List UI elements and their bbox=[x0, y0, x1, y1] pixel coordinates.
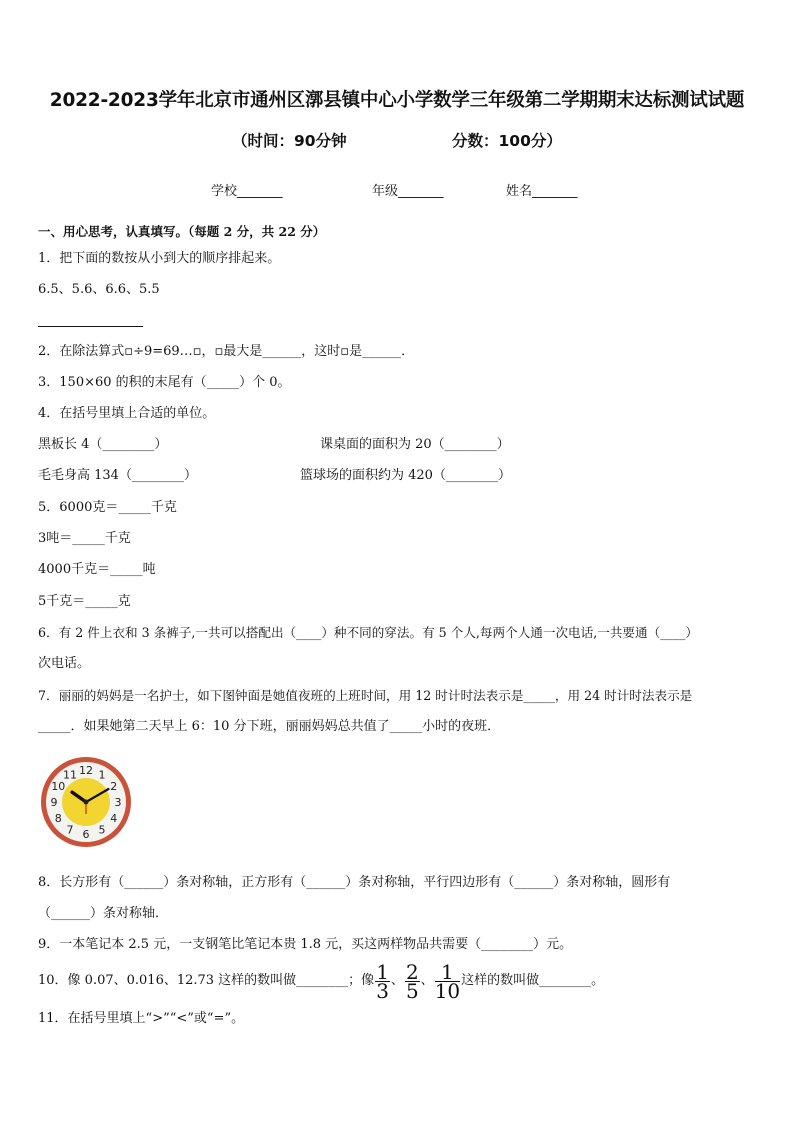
question-6-cont: 次电话。 bbox=[38, 656, 91, 671]
question-2: 2．在除法算式▫÷9=69…▫，▫最大是______，这时▫是______． bbox=[38, 344, 415, 359]
exam-score: 分数：100分） bbox=[452, 132, 562, 150]
separator: 、 bbox=[390, 973, 404, 988]
question-5b: 3吨＝_____千克 bbox=[38, 531, 131, 546]
clock-number: 4 bbox=[110, 812, 118, 825]
question-3: 3．150×60 的积的末尾有（_____）个 0。 bbox=[38, 375, 291, 390]
question-7: 7．丽丽的妈妈是一名护士，如下图钟面是她值夜班的上班时间，用 12 时计时法表示是_____，用 24 时计时法表示是 bbox=[38, 688, 693, 703]
clock-number: 9 bbox=[50, 796, 58, 809]
clock-number: 7 bbox=[66, 823, 74, 837]
question-4b: 课桌面的面积为 20（________） bbox=[320, 437, 510, 452]
question-9: 9．一本笔记本 2.5 元，一支钢笔比笔记本贵 1.8 元，买这两样物品共需要（________）元。 bbox=[38, 937, 573, 952]
question-8-cont: （______）条对称轴． bbox=[38, 906, 169, 921]
clock-number: 5 bbox=[98, 823, 106, 837]
clock-number: 3 bbox=[114, 796, 122, 809]
clock-number: 10 bbox=[51, 780, 66, 793]
clock-number: 8 bbox=[54, 812, 62, 825]
clock-number: 2 bbox=[110, 780, 118, 793]
clock-pivot bbox=[84, 800, 89, 805]
question-4d: 篮球场的面积约为 420（________） bbox=[300, 468, 511, 483]
question-10-text: 10．像 0.07、0.016、12.73 这样的数叫做________；像 bbox=[38, 973, 375, 988]
question-6: 6．有 2 件上衣和 3 条裤子,一共可以搭配出（____）种不同的穿法。有 5 个人,每两个人通一次电话,一共要通（____） bbox=[38, 625, 698, 640]
question-5a: 5．6000克＝_____千克 bbox=[38, 500, 177, 515]
question-5c: 4000千克＝_____吨 bbox=[38, 562, 156, 577]
page-title: 2022-2023学年北京市通州区漷县镇中心小学数学三年级第二学期期末达标测试试题 bbox=[49, 90, 745, 111]
question-11: 11．在括号里填上“>”“<”或“=”。 bbox=[38, 1011, 245, 1026]
grade-field: 年级_______ bbox=[372, 184, 444, 199]
question-10-text-end: 这样的数叫做________。 bbox=[461, 973, 605, 988]
question-1: 1．把下面的数按从小到大的顺序排起来。 bbox=[38, 251, 281, 266]
clock-number: 11 bbox=[63, 768, 77, 782]
question-7-cont: _____．如果她第二天早上 6：10 分下班，丽丽妈妈总共值了_____小时的夜班． bbox=[38, 719, 501, 734]
question-8: 8．长方形有（______）条对称轴，正方形有（______）条对称轴，平行四边形有（______）条对称轴，圆形有 bbox=[38, 875, 671, 890]
clock-icon bbox=[38, 754, 134, 850]
school-field: 学校_______ bbox=[211, 184, 283, 199]
question-4: 4．在括号里填上合适的单位。 bbox=[38, 406, 216, 421]
clock-number: 12 bbox=[79, 764, 93, 777]
exam-time: （时间：90分钟 bbox=[232, 132, 347, 150]
fraction-1-3: $\frac{1}{3}$ bbox=[376, 959, 389, 1003]
clock-number: 1 bbox=[98, 768, 106, 782]
section-heading: 一、用心思考，认真填写。（每题 2 分，共 22 分） bbox=[38, 224, 326, 239]
name-field: 姓名_______ bbox=[506, 184, 578, 199]
clock-image bbox=[38, 754, 134, 850]
answer-line bbox=[38, 326, 143, 327]
question-4c: 毛毛身高 134（________） bbox=[38, 468, 197, 483]
question-4a: 黑板长 4（________） bbox=[38, 437, 168, 452]
separator: 、 bbox=[420, 973, 434, 988]
clock-number: 6 bbox=[82, 828, 90, 841]
question-10 bbox=[38, 961, 604, 1001]
question-1-numbers: 6.5、5.6、6.6、5.5 bbox=[38, 282, 160, 297]
question-5d: 5千克＝_____克 bbox=[38, 594, 131, 609]
fraction-1-10: $\frac{1}{10}$ bbox=[434, 959, 461, 1003]
fraction-2-5: $\frac{2}{5}$ bbox=[405, 959, 419, 1003]
